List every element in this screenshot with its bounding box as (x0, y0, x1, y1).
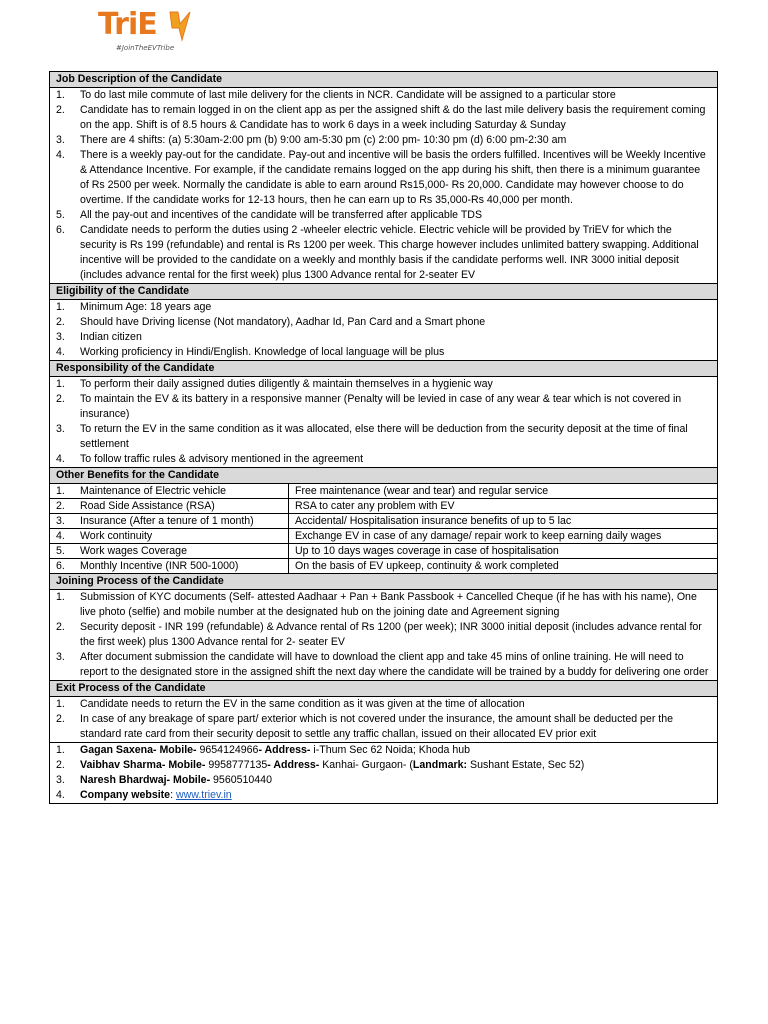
item-number: 6. (56, 224, 65, 236)
item-number: 2. (56, 759, 65, 771)
item-text: There are 4 shifts: (a) 5:30am-2:00 pm (b) 9:00 am-5:30 pm (c) 2:00 pm- 10:30 pm (d) 6:00 pm-2:30 am (80, 134, 567, 146)
contact-name: Naresh Bhardwaj (80, 774, 167, 786)
section-heading-eligibility: Eligibility of the Candidate (50, 284, 717, 300)
list-item (56, 377, 709, 392)
item-number: 1. (56, 698, 65, 710)
table-row (50, 559, 717, 574)
item-text: Candidate needs to return the EV in the same condition as it was given at the time of allocation (80, 698, 525, 710)
contact-text (80, 788, 709, 803)
item-number: 6. (56, 560, 65, 572)
item-number: 2. (56, 316, 65, 328)
benefit-value: RSA to cater any problem with EV (289, 499, 718, 514)
list-item (56, 208, 709, 223)
item-number: 1. (56, 485, 65, 497)
list-item (56, 133, 709, 148)
item-number: 1. (56, 378, 65, 390)
benefits-table (50, 484, 717, 574)
item-number: 1. (56, 744, 65, 756)
item-text: Candidate needs to perform the duties using 2 -wheeler electric vehicle. Electric vehicle will be provided by TriEV for which the security is Rs 199 (refundable) and rental is Rs 1200 per week. This charge however includes unlimited battery swapping. Additional incentive will be provided to the candidate on a weekly and monthly basis if the candidate performs well. INR 3000 initial deposit (includes advance rental for the first week) plus 1300 Advance rental for 2-seater EV (80, 224, 699, 281)
item-number: 4. (56, 149, 65, 161)
list-item (56, 300, 709, 315)
list-item (56, 223, 709, 283)
item-text: Candidate has to remain logged in on the client app as per the assigned shift & do the last mile delivery basis the requirement coming on the app. Shift is of 8.5 hours & Candidate has to work 6 days in a week including Saturday & Sunday (80, 104, 706, 131)
benefit-name: Work wages Coverage (80, 545, 187, 557)
benefit-name: Maintenance of Electric vehicle (80, 485, 227, 497)
item-text: Working proficiency in Hindi/English. Knowledge of local language will be plus (80, 346, 445, 358)
item-text: There is a weekly pay-out for the candidate. Pay-out and incentive will be basis the orders fulfilled. Incentives will be Weekly Incentive & Attendance Incentive. For example, if the candidate remains logged on the app during his shift, then there is a minimum guarantee of Rs 2500 per week. Normally the candidate is able to earn around Rs15,000- Rs 20,000. Candidate may however choose to do overtime. If the candidate works for 12-13 hours, then he can earn up to Rs 35,000-Rs 40,000 per month. (80, 149, 706, 206)
benefit-name: Monthly Incentive (INR 500-1000) (80, 560, 239, 572)
section-exit (50, 697, 717, 743)
company-website-link[interactable]: www.triev.in (175, 789, 232, 801)
benefit-name: Road Side Assistance (RSA) (80, 500, 215, 512)
benefit-name-cell (50, 529, 289, 544)
contact-item (56, 743, 709, 758)
item-number: 3. (56, 331, 65, 343)
mobile-label: - Mobile- (161, 759, 206, 771)
item-text: To return the EV in the same condition as it was allocated, else there will be deduction from the security deposit at the time of final settlement (80, 423, 688, 450)
list-item (56, 392, 709, 422)
benefit-value: On the basis of EV upkeep, continuity & work completed (289, 559, 718, 574)
contact-text (80, 743, 709, 758)
item-number: 4. (56, 789, 65, 801)
mobile-label: - Mobile- (153, 744, 197, 756)
item-number: 5. (56, 545, 65, 557)
section-job (50, 88, 717, 284)
item-number: 2. (56, 393, 65, 405)
item-number: 3. (56, 423, 65, 435)
item-text: To do last mile commute of last mile delivery for the clients in NCR. Candidate will be assigned to a particular store (80, 89, 616, 101)
item-number: 1. (56, 89, 65, 101)
address-label: - Address- (267, 759, 320, 771)
item-number: 1. (56, 591, 65, 603)
contact-mobile: 9958777135 (205, 759, 268, 771)
item-text: After document submission the candidate will have to download the client app and take 45 mins of online training. He will need to report to the designated store in the assigned shift the next day where the candidate will be trained by a buddy for delivering one order (80, 651, 709, 678)
benefit-value: Up to 10 days wages coverage in case of hospitalisation (289, 544, 718, 559)
triev-logo (98, 7, 198, 56)
list-item (56, 330, 709, 345)
contact-item (56, 758, 709, 773)
address-label: - Address- (258, 744, 311, 756)
list-item (56, 345, 709, 360)
logo-wordmark: TriE (98, 7, 157, 42)
contact-mobile: 9654124966 (196, 744, 259, 756)
contact-address: i-Thum Sec 62 Noida; Khoda hub (310, 744, 471, 756)
benefit-name-cell (50, 484, 289, 499)
item-text: To maintain the EV & its battery in a responsive manner (Penalty will be levied in case of any wear & tear which is not covered in insurance) (80, 393, 682, 420)
contact-item (56, 773, 709, 788)
logo-tagline: #JoinTheEVTribe (116, 44, 175, 52)
contact-mobile: 9560510440 (210, 774, 272, 786)
item-number: 2. (56, 621, 65, 633)
section-heading-benefits: Other Benefits for the Candidate (50, 468, 717, 484)
benefit-name-cell (50, 559, 289, 574)
item-number: 4. (56, 346, 65, 358)
section-contacts (50, 743, 717, 803)
contact-item (56, 788, 709, 803)
section-responsibility (50, 377, 717, 468)
contact-name: Vaibhav Sharma (80, 759, 162, 771)
list-item (56, 315, 709, 330)
contact-name: Gagan Saxena (80, 744, 154, 756)
item-number: 4. (56, 530, 65, 542)
item-text: To follow traffic rules & advisory mentioned in the agreement (80, 453, 364, 465)
list-item (56, 452, 709, 467)
landmark-label: Landmark: (412, 759, 468, 771)
lightning-bolt-icon (168, 10, 192, 42)
item-number: 5. (56, 209, 65, 221)
section-heading-joining: Joining Process of the Candidate (50, 574, 717, 590)
table-row (50, 514, 717, 529)
table-row (50, 544, 717, 559)
item-text: In case of any breakage of spare part/ exterior which is not covered under the insurance, the amount shall be deducted per the standard rate card from their security deposit to settle any traffic challan, issued on their allocated EV prior exit (80, 713, 674, 740)
item-number: 2. (56, 104, 65, 116)
item-text: Indian citizen (80, 331, 142, 343)
item-number: 1. (56, 301, 65, 313)
contact-text (80, 773, 709, 788)
table-row (50, 484, 717, 499)
contact-text (80, 758, 709, 773)
item-number: 3. (56, 774, 65, 786)
benefit-name-cell (50, 499, 289, 514)
benefit-name: Work continuity (80, 530, 153, 542)
item-number: 2. (56, 500, 65, 512)
list-item (56, 620, 709, 650)
item-text: Security deposit - INR 199 (refundable) & Advance rental of Rs 1200 (per week); INR 3000 initial deposit (includes advance rental for the first week) plus 1300 Advance rental for 2- seater EV (80, 621, 702, 648)
item-number: 3. (56, 515, 65, 527)
benefit-value: Accidental/ Hospitalisation insurance benefits of up to 5 lac (289, 514, 718, 529)
item-number: 2. (56, 713, 65, 725)
section-heading-job: Job Description of the Candidate (50, 72, 717, 88)
benefit-value: Free maintenance (wear and tear) and regular service (289, 484, 718, 499)
benefit-name-cell (50, 544, 289, 559)
contact-address: Kanhai- Gurgaon- ( (319, 759, 413, 771)
benefit-name-cell (50, 514, 289, 529)
list-item (56, 697, 709, 712)
list-item (56, 650, 709, 680)
list-item (56, 103, 709, 133)
website-separator: : (170, 789, 176, 801)
item-number: 3. (56, 651, 65, 663)
section-heading-exit: Exit Process of the Candidate (50, 681, 717, 697)
item-number: 3. (56, 134, 65, 146)
mobile-label: - Mobile- (166, 774, 211, 786)
item-text: Should have Driving license (Not mandatory), Aadhar Id, Pan Card and a Smart phone (80, 316, 486, 328)
list-item (56, 422, 709, 452)
list-item (56, 712, 709, 742)
item-text: All the pay-out and incentives of the candidate will be transferred after applicable TDS (80, 209, 483, 221)
item-text: To perform their daily assigned duties diligently & maintain themselves in a hygienic way (80, 378, 493, 390)
benefit-name: Insurance (After a tenure of 1 month) (80, 515, 254, 527)
website-label: Company website (80, 789, 171, 801)
item-number: 4. (56, 453, 65, 465)
contact-landmark: Sushant Estate, Sec 52) (467, 759, 585, 771)
job-document (49, 71, 718, 804)
item-text: Submission of KYC documents (Self- attested Aadhaar + Pan + Bank Passbook + Cancelled Cheque (if he has with his name), One live photo (selfie) and mobile number at the designated hub on the joining date and Agreement signing (80, 591, 697, 618)
list-item (56, 148, 709, 208)
item-text: Minimum Age: 18 years age (80, 301, 212, 313)
section-eligibility (50, 300, 717, 361)
section-heading-responsibility: Responsibility of the Candidate (50, 361, 717, 377)
table-row (50, 529, 717, 544)
list-item (56, 590, 709, 620)
benefit-value: Exchange EV in case of any damage/ repair work to keep earning daily wages (289, 529, 718, 544)
table-row (50, 499, 717, 514)
section-joining (50, 590, 717, 681)
list-item (56, 88, 709, 103)
